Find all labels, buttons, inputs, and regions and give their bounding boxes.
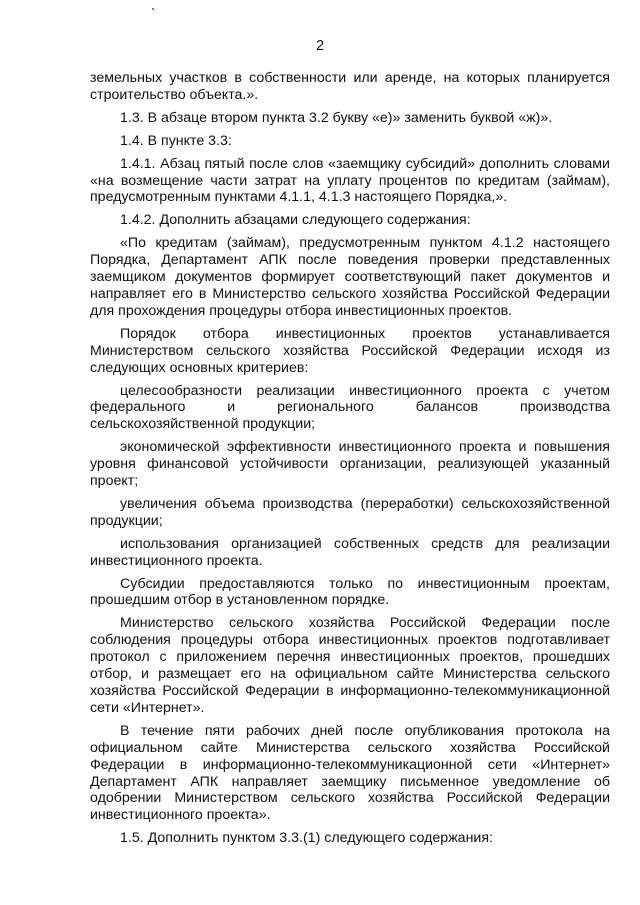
paragraph-selection-order: Порядок отбора инвестиционных проектов устанавливается Министерством сельского хозяйства Российской Федерации исходя из следующих основных критериев: xyxy=(90,325,610,376)
paragraph-continuation: земельных участков в собственности или аренде, на которых планируется строительство объекта.». xyxy=(90,70,610,103)
paragraph-1-4-1: 1.4.1. Абзац пятый после слов «заемщику субсидий» дополнить словами «на возмещение части затрат на уплату процентов по кредитам (займам), предусмотренным пунктами 4.1.1, 4.1.3 настоящего Порядка,». xyxy=(90,155,610,206)
paragraph-criterion-own-funds: использования организацией собственных средств для реализации инвестиционного проекта. xyxy=(90,535,610,569)
paragraph-1-4: 1.4. В пункте 3.3: xyxy=(120,132,232,149)
paragraph-criterion-feasibility: целесообразности реализации инвестиционного проекта с учетом федерального и регионального балансов производства сельскохозяйственной продукции; xyxy=(90,382,610,433)
paragraph-1-3: 1.3. В абзаце втором пункта 3.2 букву «е)» заменить буквой «ж)». xyxy=(120,109,553,126)
paragraph-ministry-protocol: Министерство сельского хозяйства Российской Федерации после соблюдения процедуры отбора инвестиционных проектов подготавливает протокол с приложением перечня инвестиционных проектов, прошедших отбор, и размещает его на официальном сайте Министерства сельского хозяйства Российской Федерации в информационно-телекоммуникационной сети «Интернет». xyxy=(90,615,610,716)
document-body xyxy=(90,70,610,847)
paragraph-1-4-2: 1.4.2. Дополнить абзацами следующего содержания: xyxy=(120,212,471,229)
page-number: 2 xyxy=(315,38,325,54)
paragraph-subsidies: Субсидии предоставляются только по инвестиционным проектам, прошедшим отбор в установленном порядке. xyxy=(90,575,610,609)
scan-speck xyxy=(152,8,154,10)
paragraph-criterion-production: увеличения объема производства (переработки) сельскохозяйственной продукции; xyxy=(90,495,610,529)
paragraph-1-5: 1.5. Дополнить пунктом 3.3.(1) следующего содержания: xyxy=(120,830,493,847)
paragraph-criterion-efficiency: экономической эффективности инвестиционного проекта и повышения уровня финансовой устойчивости организации, реализующей указанный проект; xyxy=(90,439,610,490)
paragraph-loans-4-1-2: «По кредитам (займам), предусмотренным пунктом 4.1.2 настоящего Порядка, Департамент АПК после поведения проверки представленных заемщиком документов формирует соответствующий пакет документов и направляет его в Министерство сельского хозяйства Российской Федерации для прохождения процедуры отбора инвестиционных проектов. xyxy=(90,235,610,319)
paragraph-notification: В течение пяти рабочих дней после опубликования протокола на официальном сайте Министерства сельского хозяйства Российской Федерации в информационно-телекоммуникационной сети «Интернет» Департамент АПК направляет заемщику письменное уведомление об одобрении Министерством сельского хозяйства Российской Федерации инвестиционного проекта». xyxy=(90,722,610,824)
